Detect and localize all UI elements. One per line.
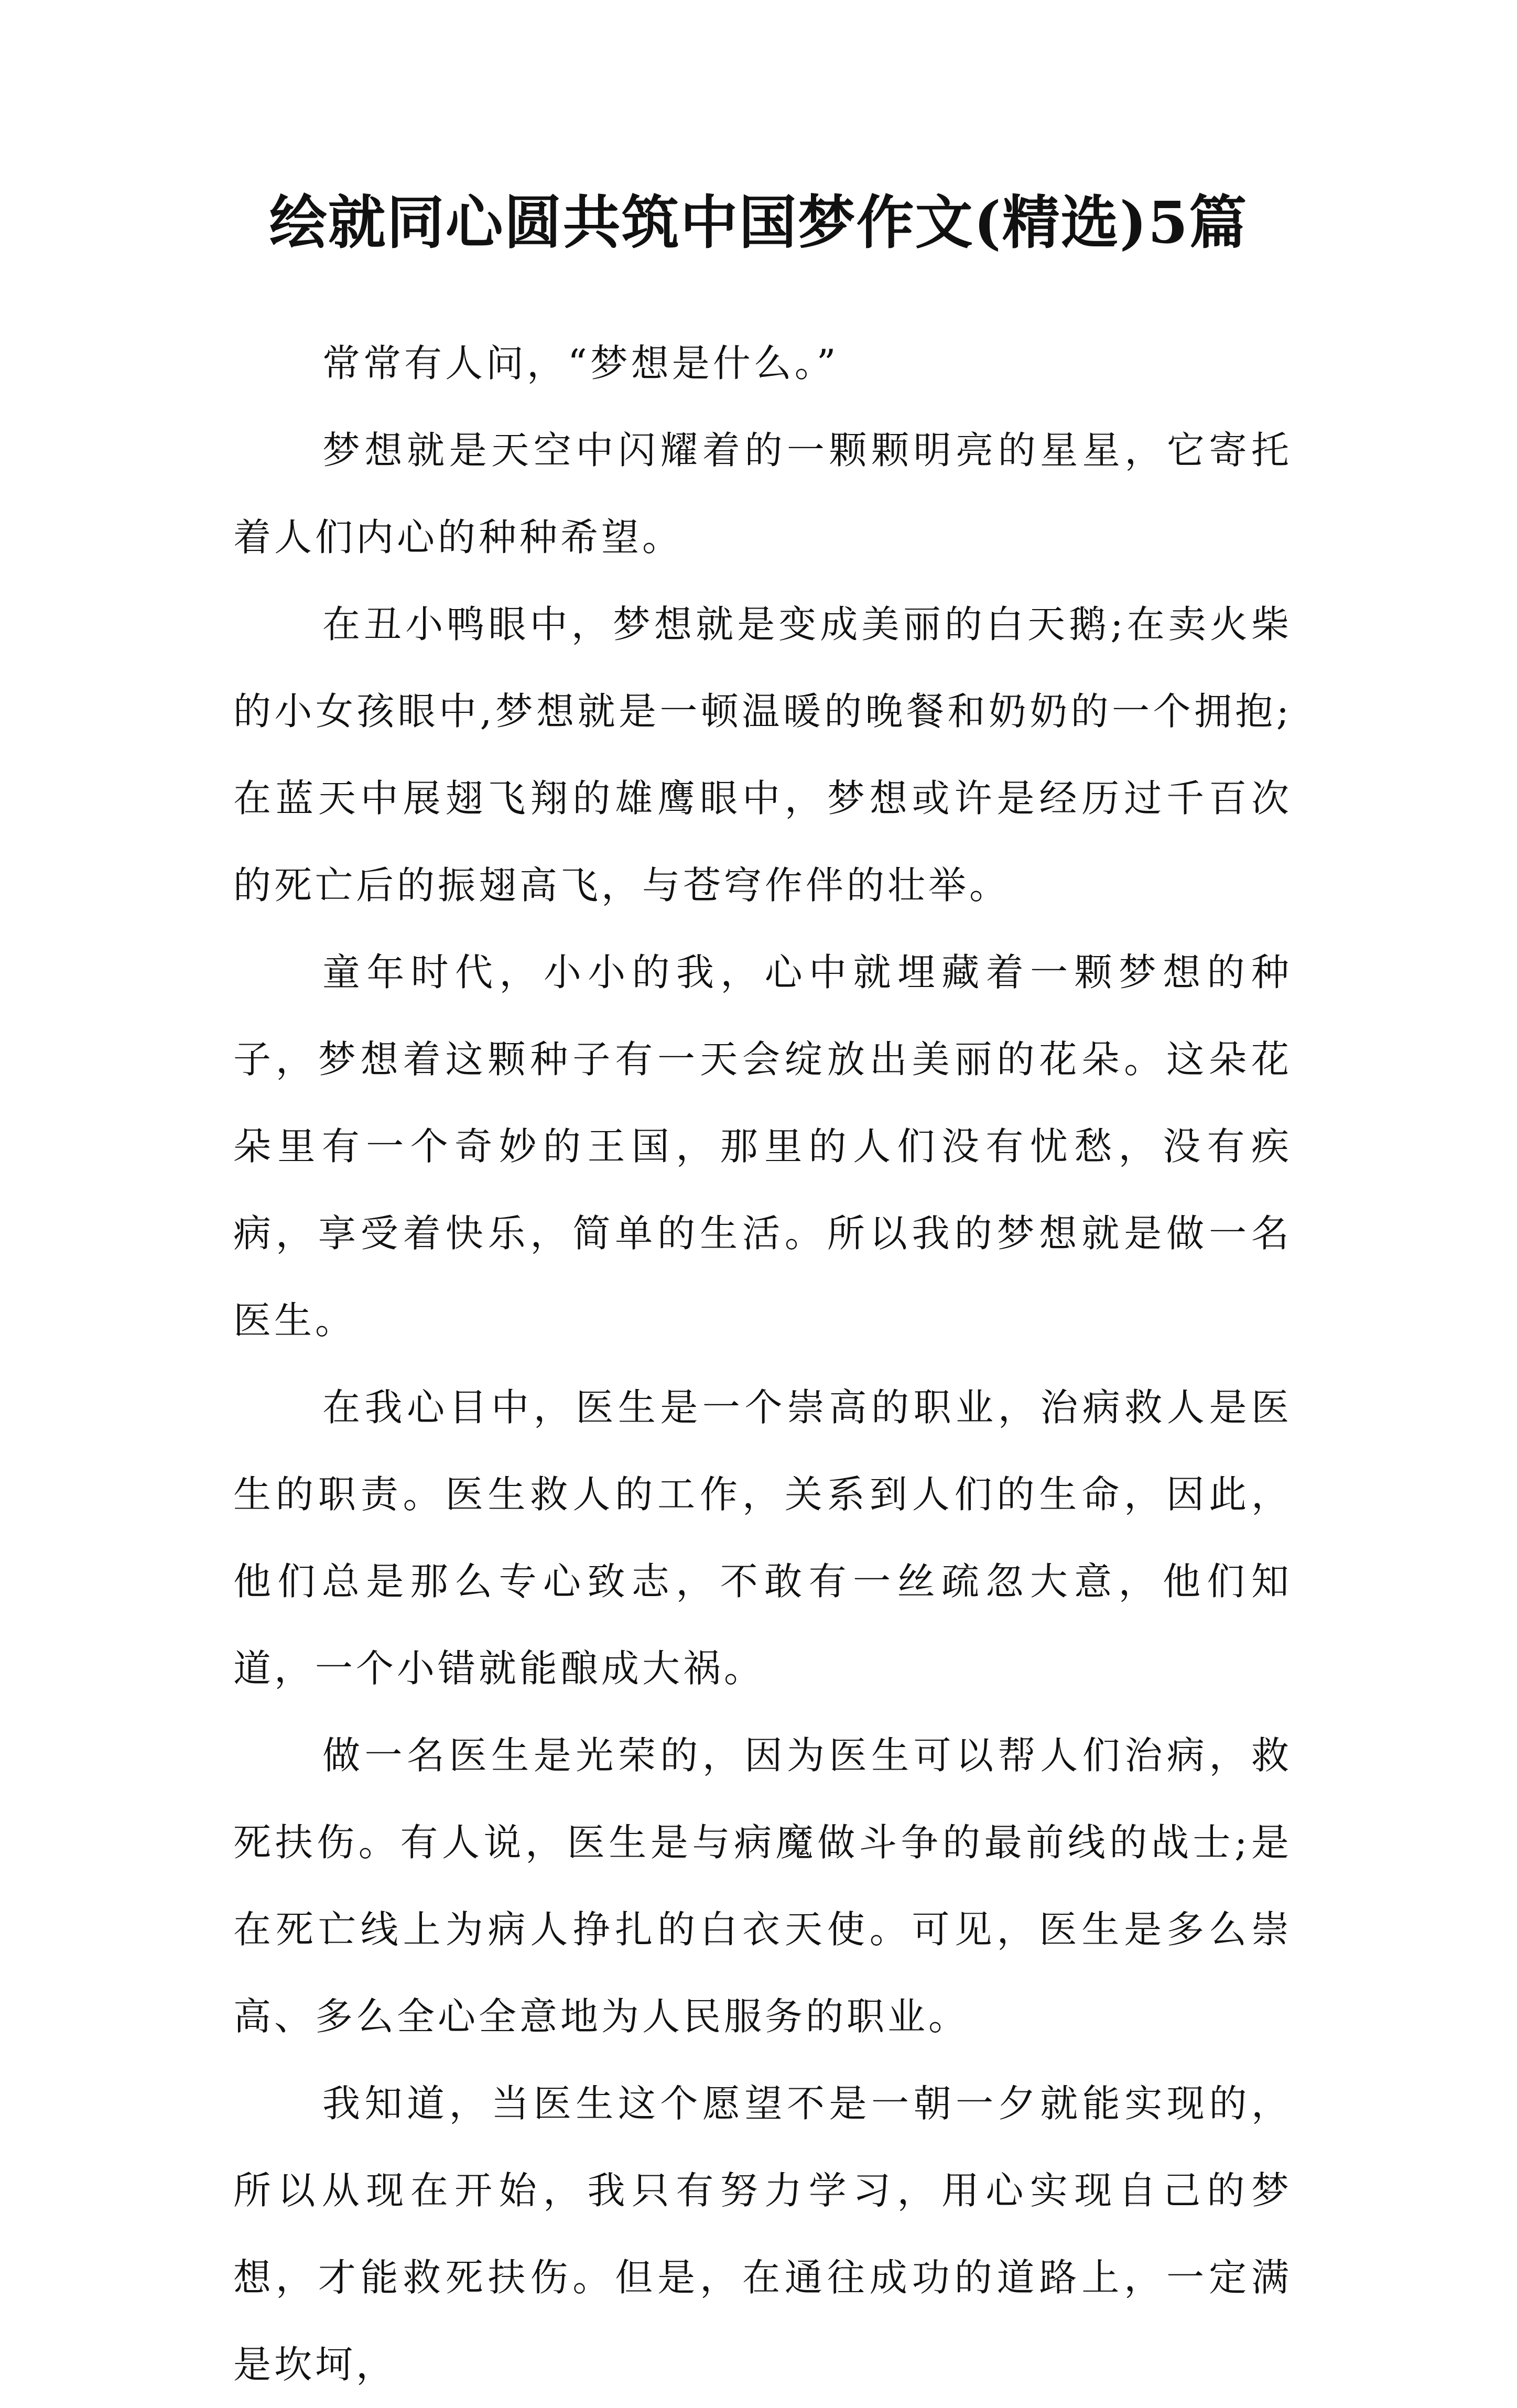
paragraph-3: 在丑小鸭眼中，梦想就是变成美丽的白天鹅;在卖火柴的小女孩眼中,梦想就是一顿温暖的晚餐和奶奶的一个拥抱;在蓝天中展翅飞翔的雄鹰眼中，梦想或许是经历过千百次的死亡后的振翅高飞，与苍穹作伴的壮举。 — [233, 602, 1292, 907]
paragraph-5: 在我心目中，医生是一个崇高的职业，治病救人是医生的职责。医生救人的工作，关系到人们的生命，因此，他们总是那么专心致志，不敢有一丝疏忽大意，他们知道，一个小错就能酿成大祸。 — [233, 1385, 1292, 1690]
paragraph-4: 童年时代，小小的我，心中就埋藏着一颗梦想的种子，梦想着这颗种子有一天会绽放出美丽的花朵。这朵花朵里有一个奇妙的王国，那里的人们没有忧愁，没有疾病，享受着快乐，简单的生活。所以我的梦想就是做一名医生。 — [233, 950, 1292, 1342]
paragraph-7: 我知道，当医生这个愿望不是一朝一夕就能实现的，所以从现在开始，我只有努力学习，用心实现自己的梦想，才能救死扶伤。但是，在通往成功的道路上，一定满是坎坷， — [233, 2081, 1292, 2387]
paragraph-6: 做一名医生是光荣的，因为医生可以帮人们治病，救死扶伤。有人说，医生是与病魔做斗争的最前线的战士;是在死亡线上为病人挣扎的白衣天使。可见，医生是多么崇高、多么全心全意地为人民服务的职业。 — [233, 1733, 1292, 2038]
document-body — [233, 320, 1292, 2408]
document-title: 绘就同心圆共筑中国梦作文(精选)5篇 — [269, 189, 1248, 256]
paragraph-1: 常常有人问，“梦想是什么。” — [322, 341, 839, 385]
paragraph-2: 梦想就是天空中闪耀着的一颗颗明亮的星星，它寄托着人们内心的种种希望。 — [233, 428, 1292, 559]
